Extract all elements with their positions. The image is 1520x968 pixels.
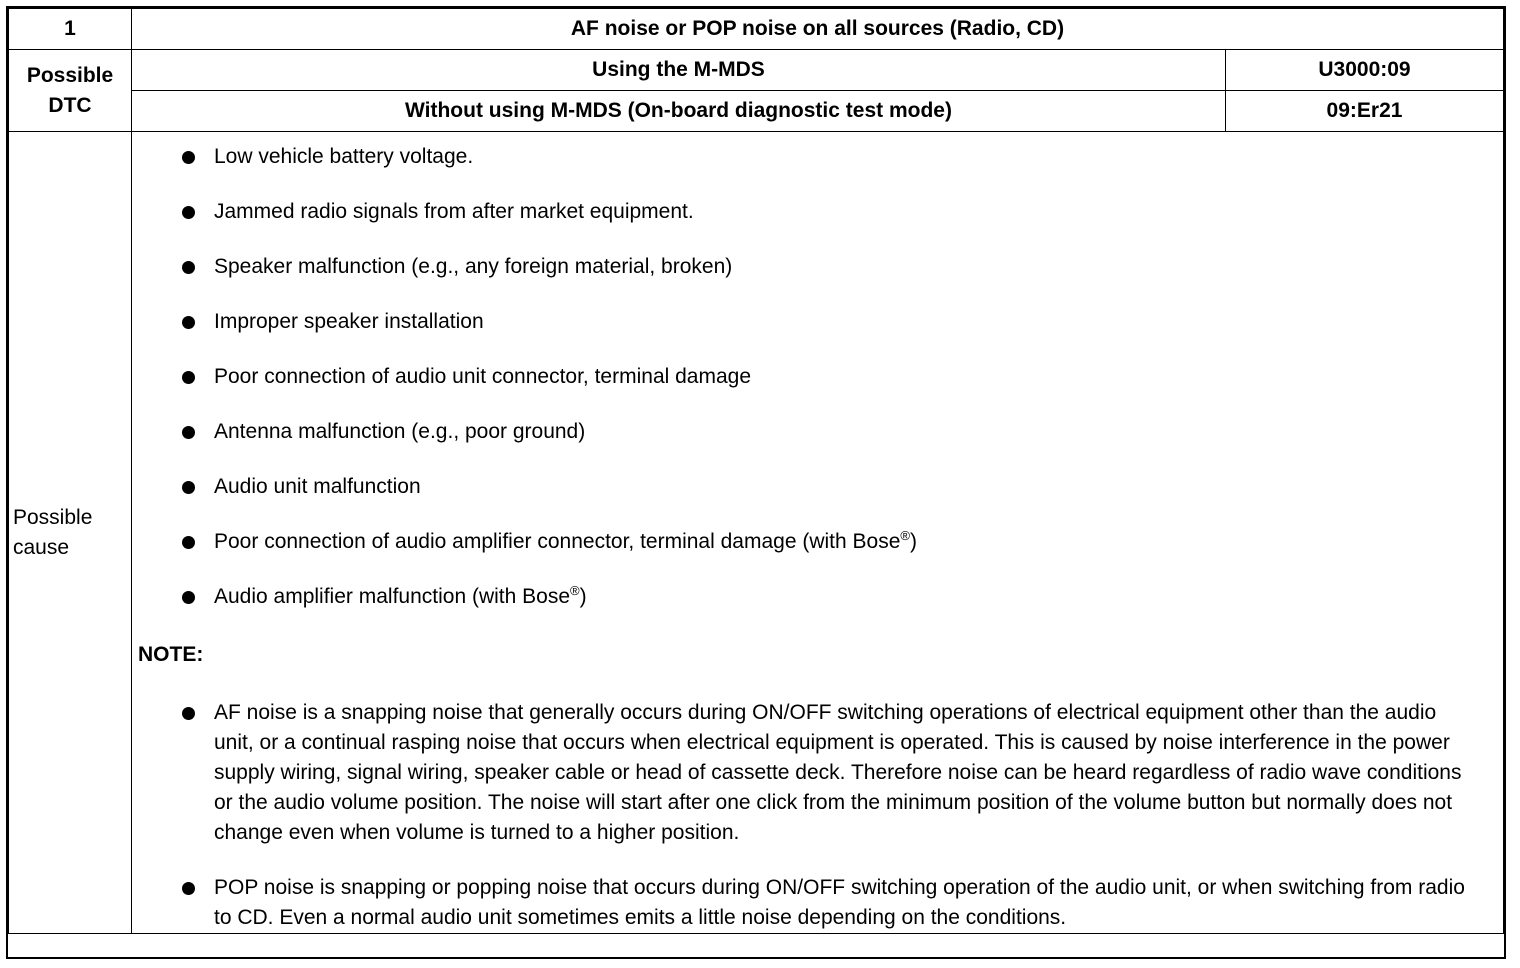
bullet-icon — [182, 316, 195, 329]
note-title: NOTE: — [138, 643, 204, 666]
bullet-icon — [182, 481, 195, 494]
diagnostic-table — [8, 8, 1504, 934]
step-number: 1 — [9, 9, 132, 50]
header-row — [9, 9, 1504, 50]
bullet-icon — [182, 371, 195, 384]
dtc-code-onboard: 09:Er21 — [1225, 91, 1503, 132]
note-list — [138, 698, 1495, 933]
step-title: AF noise or POP noise on all sources (Radio, CD) — [132, 9, 1504, 50]
cause-item: Jammed radio signals from after market equipment. — [182, 197, 1495, 227]
cause-item: Audio amplifier malfunction (with Bose®) — [182, 582, 1495, 612]
possible-dtc-label: Possible DTC — [9, 50, 132, 132]
cause-row — [9, 132, 1504, 934]
possible-cause-body — [132, 132, 1504, 934]
registered-mark: ® — [900, 528, 910, 543]
dtc-code-mmds: U3000:09 — [1225, 50, 1503, 91]
cause-item: Audio unit malfunction — [182, 472, 1495, 502]
cause-list — [138, 142, 1495, 612]
bullet-icon — [182, 206, 195, 219]
note-item: POP noise is snapping or popping noise that occurs during ON/OFF switching operation of the audio unit, or when switching from radio to CD. Even a normal audio unit sometimes emits a little noise depending on the conditions. — [182, 873, 1495, 933]
cause-item: Poor connection of audio unit connector, terminal damage — [182, 362, 1495, 392]
cause-item: Poor connection of audio amplifier connector, terminal damage (with Bose®) — [182, 527, 1495, 557]
dtc-method-onboard: Without using M-MDS (On-board diagnostic test mode) — [132, 91, 1226, 132]
bullet-icon — [182, 151, 195, 164]
cause-item: Improper speaker installation — [182, 307, 1495, 337]
bullet-icon — [182, 261, 195, 274]
registered-mark: ® — [570, 583, 580, 598]
bullet-icon — [182, 591, 195, 604]
bullet-icon — [182, 882, 195, 895]
bullet-icon — [182, 426, 195, 439]
bullet-icon — [182, 707, 195, 720]
diagnostic-sheet — [6, 6, 1506, 959]
bullet-icon — [182, 536, 195, 549]
dtc-row-mmds — [9, 50, 1504, 91]
possible-cause-label: Possible cause — [9, 132, 132, 934]
note-item: AF noise is a snapping noise that generally occurs during ON/OFF switching operations of electrical equipment other than the audio unit, or a continual rasping noise that occurs when electrical equipment is operated. This is caused by noise interference in the power supply wiring, signal wiring, speaker cable or head of cassette deck. Therefore noise can be heard regardless of radio wave conditions or the audio volume position. The noise will start after one click from the minimum position of the volume button but normally does not change even when volume is turned to a higher position. — [182, 698, 1495, 848]
cause-item: Speaker malfunction (e.g., any foreign material, broken) — [182, 252, 1495, 282]
dtc-row-onboard — [9, 91, 1504, 132]
dtc-method-mmds: Using the M-MDS — [132, 50, 1226, 91]
cause-item: Antenna malfunction (e.g., poor ground) — [182, 417, 1495, 447]
cause-item: Low vehicle battery voltage. — [182, 142, 1495, 172]
